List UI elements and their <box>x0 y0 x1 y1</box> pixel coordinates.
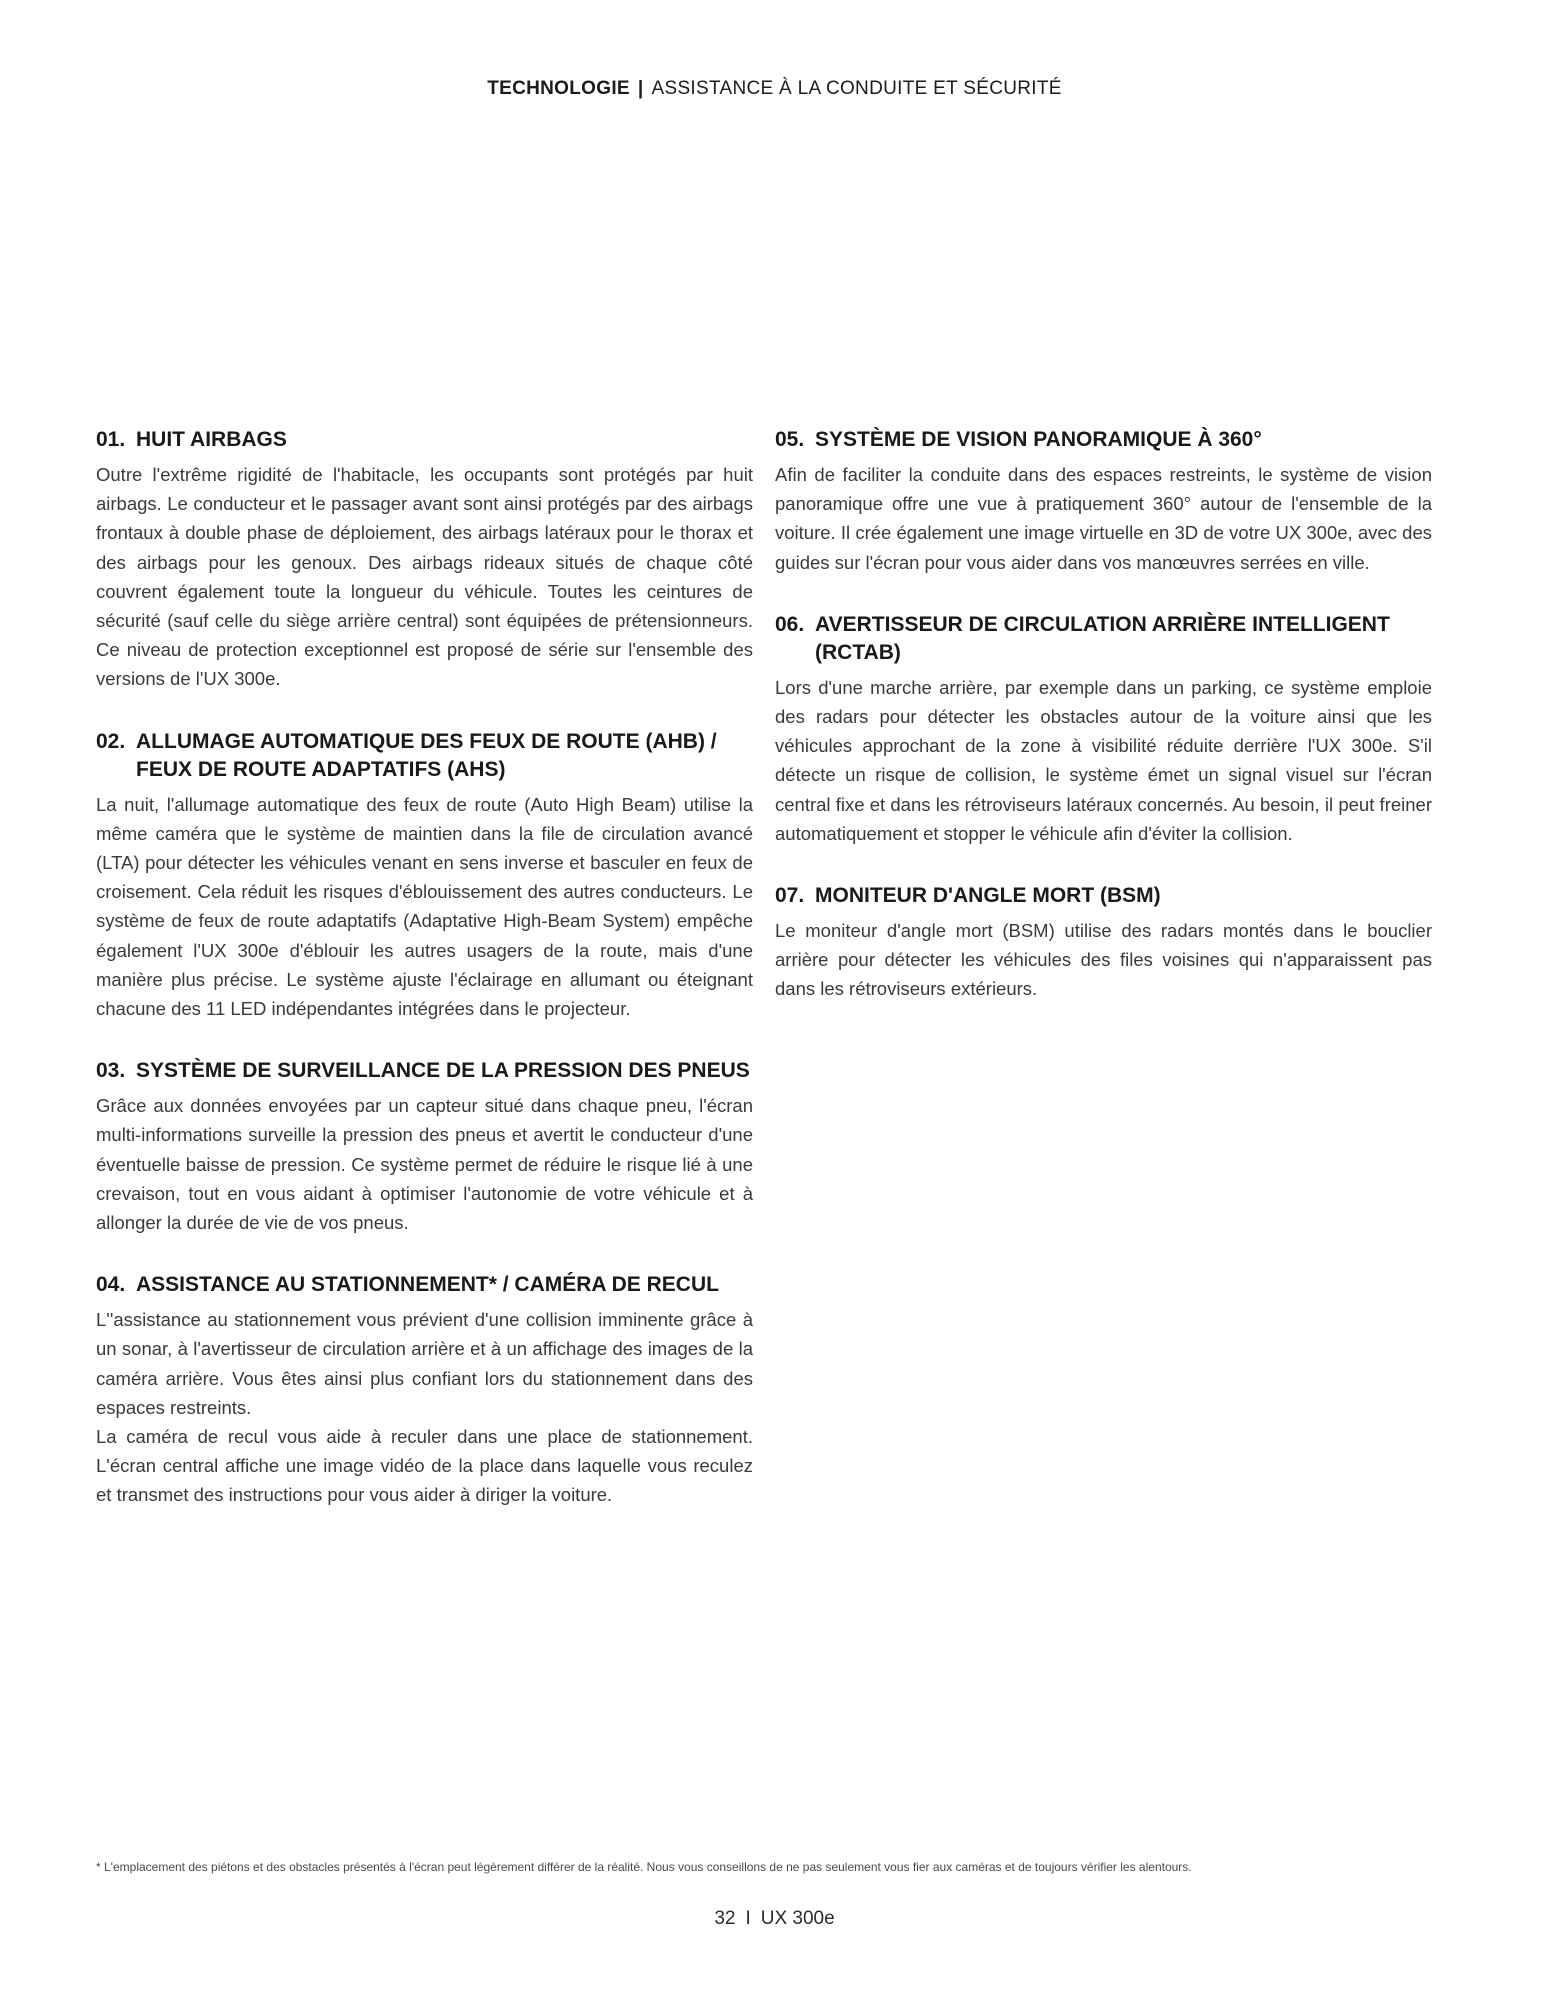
section-parking-assist <box>96 1271 753 1509</box>
section-paragraph: Outre l'extrême rigidité de l'habitacle, les occupants sont protégés par huit airbags. Le conducteur et le passager avant sont ainsi protégés par des airbags frontaux à double phase de déploiement, des airbags latéraux pour le thorax et des airbags pour les genoux. Des airbags rideaux situés de chaque côté couvrent également toute la longueur du véhicule. Toutes les ceintures de sécurité (sauf celle du siège arrière central) sont équipées de prétensionneurs. Ce niveau de protection exceptionnel est proposé de série sur l'ensemble des versions de l'UX 300e. <box>96 464 753 690</box>
section-tire-pressure <box>96 1057 753 1237</box>
page-header <box>0 78 1549 100</box>
section-number: 01. <box>96 428 126 451</box>
section-heading: AVERTISSEUR DE CIRCULATION ARRIÈRE INTELLIGENT (RCTAB) <box>815 612 1390 664</box>
section-paragraph: Le moniteur d'angle mort (BSM) utilise des radars montés dans le bouclier arrière pour détecter les véhicules des files voisines qui n'apparaissent pas dans les rétroviseurs extérieurs. <box>775 920 1432 1000</box>
section-heading: HUIT AIRBAGS <box>136 428 287 451</box>
section-title <box>775 611 1432 667</box>
header-subcategory: ASSISTANCE À LA CONDUITE ET SÉCURITÉ <box>651 78 1062 99</box>
section-title <box>96 426 753 454</box>
footer-model: UX 300e <box>760 1908 835 1929</box>
section-title <box>96 1271 753 1299</box>
page-number: 32 <box>714 1908 736 1929</box>
section-heading: ASSISTANCE AU STATIONNEMENT* / CAMÉRA DE RECUL <box>136 1273 719 1297</box>
section-heading: SYSTÈME DE VISION PANORAMIQUE À 360° <box>815 428 1262 451</box>
section-rear-cross-traffic <box>775 611 1432 848</box>
page-footer <box>0 1908 1549 1930</box>
section-title <box>96 1057 753 1085</box>
section-airbags <box>96 426 753 694</box>
section-heading: SYSTÈME DE SURVEILLANCE DE LA PRESSION DES PNEUS <box>136 1059 750 1083</box>
section-heading: ALLUMAGE AUTOMATIQUE DES FEUX DE ROUTE (AHB) / FEUX DE ROUTE ADAPTATIFS (AHS) <box>136 729 717 781</box>
left-column <box>96 426 753 1544</box>
section-paragraph: Afin de faciliter la conduite dans des espaces restreints, le système de vision panoramique offre une vue à pratiquement 360° autour de l'ensemble de la voiture. Il crée également une image virtuelle en 3D de votre UX 300e, avec des guides sur l'écran pour vous aider dans vos manœuvres serrées en ville. <box>775 464 1432 573</box>
right-column <box>775 426 1432 1038</box>
section-number: 03. <box>96 1059 126 1083</box>
header-separator: | <box>637 78 644 99</box>
footnote: * L'emplacement des piétons et des obstacles présentés à l'écran peut légèrement différer de la réalité. Nous vous conseillons de ne pas seulement vous fier aux caméras et de toujours vérifier les alentours. <box>96 1860 1192 1874</box>
section-blind-spot <box>775 882 1432 1004</box>
section-number: 04. <box>96 1273 126 1297</box>
section-number: 07. <box>775 884 805 908</box>
section-paragraph: La nuit, l'allumage automatique des feux de route (Auto High Beam) utilise la même caméra que le système de maintien dans la file de circulation avancé (LTA) pour détecter les véhicules venant en sens inverse et basculer en feux de croisement. Cela réduit les risques d'éblouissement des autres conducteurs. Le système de feux de route adaptatifs (Adaptative High-Beam System) empêche également l'UX 300e d'éblouir les autres usagers de la route, mais d'une manière plus précise. Le système ajuste l'éclairage en allumant ou éteignant chacune des 11 LED indépendantes intégrées dans le projecteur. <box>96 793 753 1020</box>
section-title <box>775 882 1432 910</box>
footer-separator: I <box>745 1908 751 1929</box>
section-panoramic-view <box>775 426 1432 577</box>
section-paragraph: L''assistance au stationnement vous prévient d'une collision imminente grâce à un sonar, à l'avertisseur de circulation arrière et à un affichage des images de la caméra arrière. Vous êtes ainsi plus confiant lors du stationnement dans des espaces restreints. <box>96 1309 753 1418</box>
header-category: TECHNOLOGIE <box>487 78 630 99</box>
section-title <box>96 728 753 784</box>
section-number: 02. <box>96 729 126 753</box>
section-paragraph: Grâce aux données envoyées par un capteur situé dans chaque pneu, l'écran multi-informations surveille la pression des pneus et avertit le conducteur d'une éventuelle baisse de pression. Ce système permet de réduire le risque lié à une crevaison, tout en vous aidant à optimiser l'autonomie de votre véhicule et à allonger la durée de vie de vos pneus. <box>96 1095 753 1234</box>
section-heading: MONITEUR D'ANGLE MORT (BSM) <box>815 884 1161 908</box>
section-number: 06. <box>775 612 805 636</box>
section-title <box>775 426 1432 454</box>
section-paragraph: Lors d'une marche arrière, par exemple dans un parking, ce système emploie des radars pour détecter les obstacles autour de la voiture ainsi que les véhicules approchant de la zone à visibilité réduite derrière l'UX 300e. S'il détecte un risque de collision, le système émet un signal visuel sur l'écran central fixe et dans les rétroviseurs latéraux concernés. Au besoin, il peut freiner automatiquement et stopper le véhicule afin d'éviter la collision. <box>775 676 1432 844</box>
section-number: 05. <box>775 428 805 451</box>
section-paragraph: La caméra de recul vous aide à reculer dans une place de stationnement. L'écran central affiche une image vidéo de la place dans laquelle vous reculez et transmet des instructions pour vous aider à diriger la voiture. <box>96 1426 753 1506</box>
section-auto-high-beam <box>96 728 753 1024</box>
